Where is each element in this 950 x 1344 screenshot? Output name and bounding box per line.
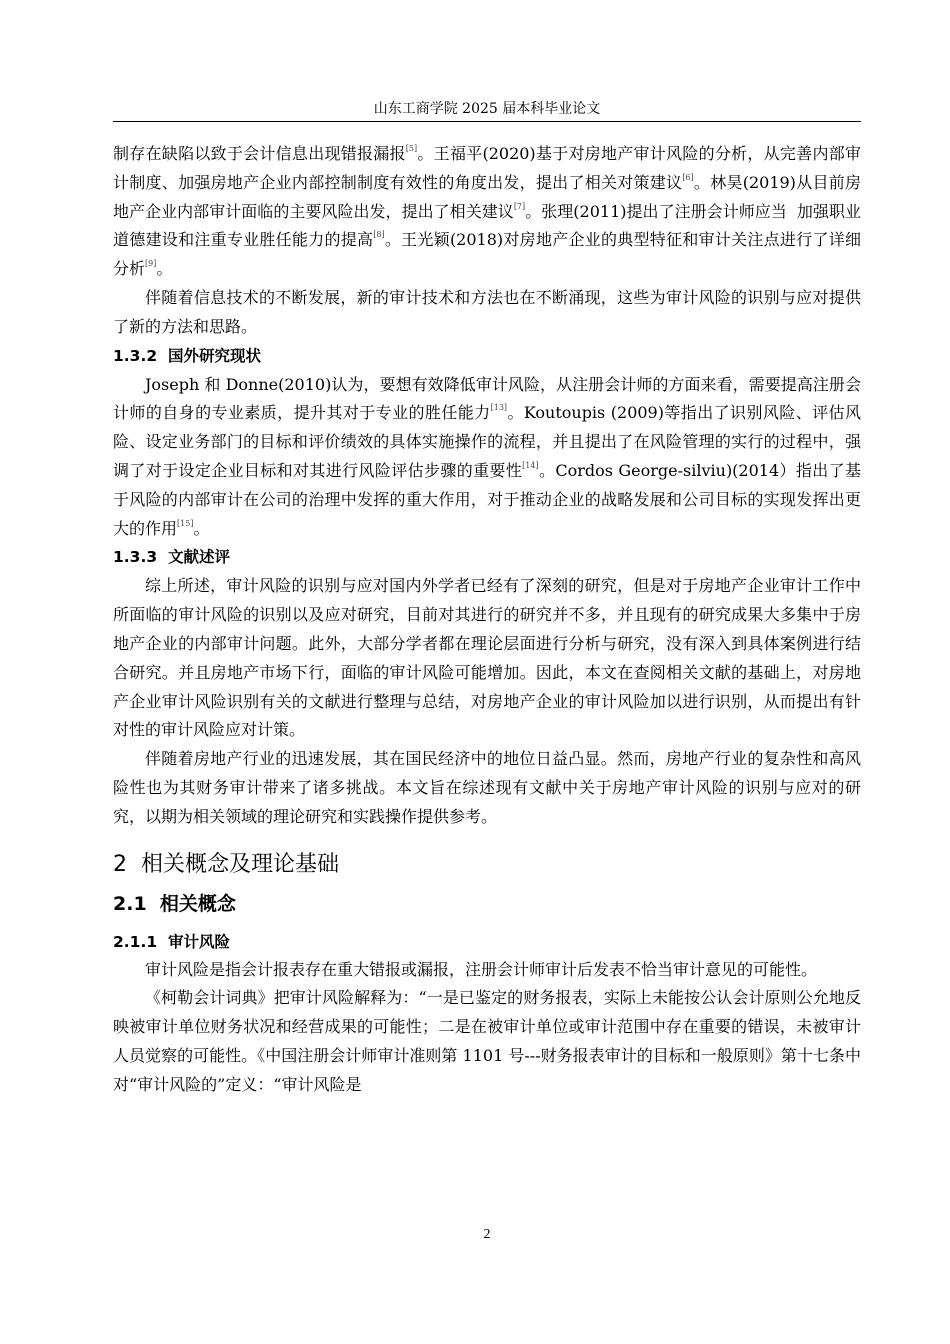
paragraph-literature-review: 综上所述，审计风险的识别与应对国内外学者已经有了深刻的研究，但是对于房地产企业审计工作中所面临的审计风险的识别以及应对研究，目前对其进行的研究并不多，并且现有的研究成果大多集中于房地产企业的内部审计问题。此外，大部分学者都在理论层面进行分析与研究，没有深入到具体案例进行结合研究。并且房地产市场下行，面临的审计风险可能增加。因此，本文在查阅相关文献的基础上，对房地产企业审计风险识别有关的文献进行整理与总结，对房地产企业的审计风险加以进行识别，从而提出有针对性的审计风险应对计策。 [113, 576, 861, 740]
citation-ref: [6] [682, 172, 694, 182]
citation-ref: [5] [405, 144, 418, 153]
page-header: 山东工商学院 2025 届本科毕业论文 [373, 101, 601, 117]
heading-1-3-3: 1.3.3 文献述评 [113, 548, 230, 567]
heading-2-1: 2.1 相关概念 [113, 892, 236, 915]
paragraph-domestic-research-cont: 制存在缺陷以致于会计信息出现错报漏报[5]。王福平(2020)基于对房地产审计风险的分析，从完善内部审计制度、加强房地产企业内部控制制度有效性的角度出发，提出了相关对策建议[6]。林昊(2019)从目前房地产企业内部审计面临的主要风险出发，提出了相关建议[7]。张理(2011)提出了注册会计师应当 加强职业道德建设和注重专业胜任能力的提高[8]。王光颖(2018)对房地产企业的典型特征和审计关注点进行了详细分析[9]。 [113, 144, 861, 279]
citation-ref: [15] [177, 518, 194, 528]
header-rule [113, 121, 861, 122]
citation-ref: [9] [145, 259, 157, 269]
heading-2-1-1: 2.1.1 审计风险 [113, 932, 230, 951]
paragraph-audit-risk-definition: 审计风险是指会计报表存在重大错报或漏报，注册会计师审计后发表不恰当审计意见的可能性。 [145, 959, 818, 979]
citation-ref: [8] [373, 230, 385, 240]
heading-1-3-2: 1.3.2 国外研究现状 [113, 346, 261, 365]
citation-ref: [13] [490, 403, 508, 413]
page-number: 2 [483, 1227, 491, 1242]
citation-ref: [7] [513, 201, 526, 211]
paragraph-foreign-research: Joseph 和 Donne(2010)认为，要想有效降低审计风险，从注册会计师的方面来看，需要提高注册会计师的自身的专业素质，提升其对于专业的胜任能力[13]。Koutoupis (2009)等指出了识别风险、评估风险、设定业务部门的目标和评价绩效的具体实施操作的流程，并且提出了在风险管理的实行的过程中，强调了对于设定企业目标和对其进行风险评估步骤的重要性[14]。Cordos George-silviu)(2014）指出了基于风险的内部审计在公司的治理中发挥的重大作用，对于推动企业的战略发展和公司目标的实现发挥出更大的作用[15]。 [113, 374, 861, 538]
citation-ref: [14] [522, 460, 539, 470]
body-content [113, 140, 861, 1100]
paragraph-kohler-dictionary: 《柯勒会计词典》把审计风险解释为：“一是已鉴定的财务报表，实际上未能按公认会计原则公允地反映被审计单位财务状况和经营成果的可能性；二是在被审计单位或审计范围中存在重要的错误，未被审计人员觉察的可能性。《中国注册会计师审计准则第 1101 号---财务报表审计的目标和一般原则》第十七条中对“审计风险的”定义：“审计风险是 [113, 988, 861, 1094]
paragraph-industry-development: 伴随着房地产行业的迅速发展，其在国民经济中的地位日益凸显。然而，房地产行业的复杂性和高风险性也为其财务审计带来了诸多挑战。本文旨在综述现有文献中关于房地产审计风险的识别与应对的研究，以期为相关领域的理论研究和实践操作提供参考。 [113, 749, 861, 826]
heading-chapter-2: 2 相关概念及理论基础 [113, 851, 340, 877]
paragraph-it-development: 伴随着信息技术的不断发展，新的审计技术和方法也在不断涌现，这些为审计风险的识别与应对提供了新的方法和思路。 [113, 287, 861, 336]
